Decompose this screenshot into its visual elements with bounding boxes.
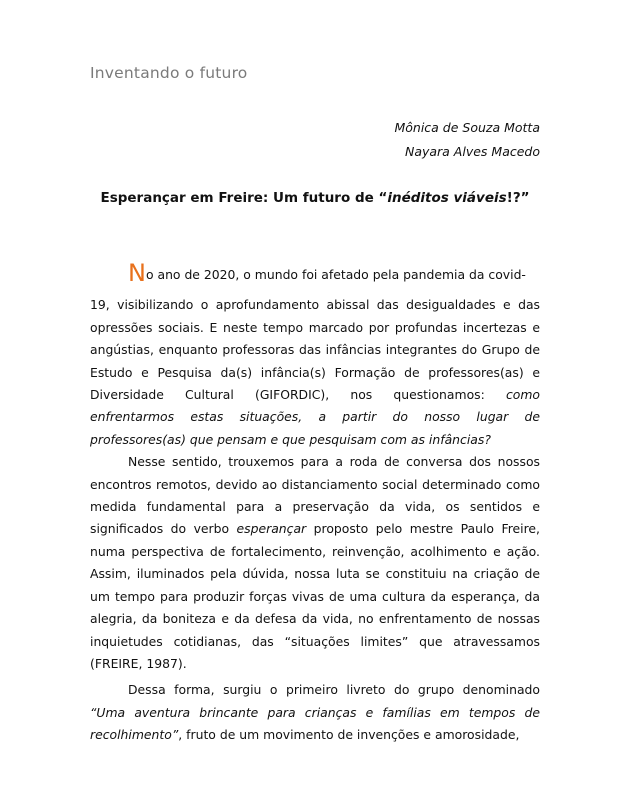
paragraph-3-after: , fruto de um movimento de invenções e amorosidade,	[178, 727, 520, 743]
paragraph-3-italic: “Uma aventura brincante para crianças e famílias em tempos de recolhimento”	[90, 704, 540, 743]
author-name: Mônica de Souza Motta	[394, 120, 540, 135]
authors-block	[394, 116, 540, 164]
paragraph-1	[90, 294, 540, 451]
article-title	[60, 190, 570, 206]
paragraph-3-before: Dessa forma, surgiu o primeiro livreto do grupo denominado	[128, 682, 540, 698]
running-head: Inventando o futuro	[90, 64, 248, 82]
article-body	[90, 259, 540, 747]
paragraph-1-italic: como enfrentarmos estas situações, a partir do nosso lugar de professores(as) que pensam e que pesquisam com as infâncias?	[90, 387, 540, 447]
drop-cap: N	[128, 259, 146, 287]
paragraph-2-after: proposto pelo mestre Paulo Freire, numa perspectiva de fortalecimento, reinvenção, acolhimento e ação. Assim, iluminados pela dúvida, nossa luta se constituiu na criação de um tempo para produzir forças vivas de uma cultura da esperança, da alegria, da boniteza e da defesa da vida, no enfrentamento de nossas inquietudes cotidianas, das “situações limites” que atravessamos (FREIRE, 1987).	[90, 521, 540, 671]
author-name: Nayara Alves Macedo	[404, 144, 540, 159]
paragraph-2-italic: esperançar	[236, 521, 307, 537]
first-line-text: o ano de 2020, o mundo foi afetado pela pandemia da covid-	[145, 267, 526, 282]
paragraph-1-text: 19, visibilizando o aprofundamento abissal das desigualdades e das opressões sociais. E neste tempo marcado por profundas incertezas e angústias, enquanto professoras das infâncias integrantes do Grupo de Estudo e Pesquisa da(s) infância(s) Formação de professores(as) e Diversidade Cultural (GIFORDIC), nos questionamos:	[90, 297, 540, 403]
title-italic: inéditos viáveis	[387, 190, 507, 206]
title-prefix: Esperançar em Freire: Um futuro de “	[100, 190, 388, 206]
paragraph-2-before: Nesse sentido, trouxemos para a roda de conversa dos nossos encontros remotos, devido ao distanciamento social determinado como medida fundamental para a preservação da vida, os sentidos e significados do verbo	[90, 454, 540, 537]
paragraph-2	[90, 451, 540, 675]
paragraph-3	[90, 679, 540, 746]
title-suffix: !?”	[506, 190, 530, 206]
paragraph-1-first-line	[90, 259, 540, 287]
